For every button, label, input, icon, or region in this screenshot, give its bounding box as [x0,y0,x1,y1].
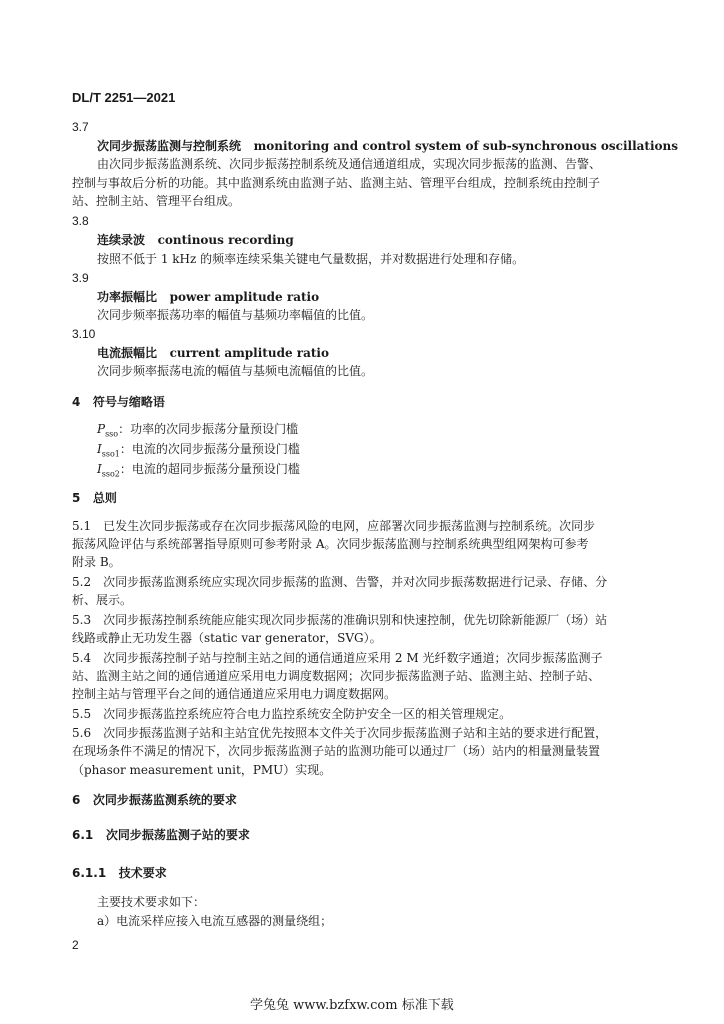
paragraph-line: 线路或静止无功发生器（static var generator，SVG）。 [72,631,382,645]
paragraph-line: 在现场条件不满足的情况下，次同步振荡监测子站的监测功能可以通过厂（场）站内的相量测量装置 [72,744,601,758]
paragraph-line: 主要技术要求如下： [97,895,206,909]
paragraph-line: （phasor measurement unit，PMU）实现。 [72,763,332,777]
subsection-heading: 6.1 次同步振荡监测子站的要求 [72,828,250,842]
paragraph-line: 次同步频率振荡功率的幅值与基频功率幅值的比值。 [97,308,374,322]
paragraph-line: 控制主站与管理平台之间的通信通道应采用电力调度数据网。 [72,687,397,701]
clause-number: 3.8 [72,214,89,228]
paragraph-line: 析、展示。 [72,593,133,607]
paragraph-line: 5.6 次同步振荡监测子站和主站宜优先按照本文件关于次同步振荡监测子站和主站的要求进行配置， [72,726,608,740]
subsection-heading: 6.1.1 技术要求 [72,866,167,880]
term-title: 功率振幅比 power amplitude ratio [97,290,320,304]
paragraph-line: 5.5 次同步振荡监控系统应符合电力监控系统安全防护安全一区的相关管理规定。 [72,707,512,721]
symbol-entry: $I_{sso1}$：电流的次同步振荡分量预设门槛 [97,442,300,459]
section-heading: 4 符号与缩略语 [72,395,165,409]
paragraph-line: 5.1 已发生次同步振荡或存在次同步振荡风险的电网，应部署次同步振荡监测与控制系统。次同步 [72,519,596,533]
section-heading: 6 次同步振荡监测系统的要求 [72,793,237,807]
paragraph-line: 按照不低于 1 kHz 的频率连续采集关键电气量数据，并对数据进行处理和存储。 [97,252,525,266]
term-title: 电流振幅比 current amplitude ratio [97,346,329,360]
section-heading: 5 总则 [72,491,117,505]
paragraph-line: 振荡风险评估与系统部署指导原则可参考附录 A。次同步振荡监测与控制系统典型组网架构可参考 [72,537,589,551]
site-footer: 学兔兔 www.bzfxw.com 标准下载 [250,998,454,1013]
page-number: 2 [72,938,79,952]
symbol-entry: $I_{sso2}$：电流的超同步振荡分量预设门槛 [97,462,300,479]
standard-number: DL/T 2251—2021 [72,90,176,105]
paragraph-line: 5.3 次同步振荡控制系统能应能实现次同步振荡的准确识别和快速控制，优先切除新能源厂（场）站 [72,613,608,627]
paragraph-line: 站、监测主站之间的通信通道应采用电力调度数据网；次同步振荡监测子站、监测主站、控制子站、 [72,669,601,683]
clause-number: 3.7 [72,120,89,134]
paragraph-line: 由次同步振荡监测系统、次同步振荡控制系统及通信通道组成，实现次同步振荡的监测、告警、 [97,157,602,171]
paragraph-line: 站、控制主站、管理平台组成。 [72,194,241,208]
symbol-entry: $P_{sso}$：功率的次同步振荡分量预设门槛 [97,422,299,439]
paragraph-line: 控制与事故后分析的功能。其中监测系统由监测子站、监测主站、管理平台组成，控制系统由控制子 [72,176,601,190]
paragraph-line: 附录 B。 [72,555,121,569]
paragraph-line: 5.4 次同步振荡控制子站与控制主站之间的通信通道应采用 2 M 光纤数字通道；次同步振荡监测子 [72,651,603,665]
paragraph-line: 5.2 次同步振荡监测系统应实现次同步振荡的监测、告警，并对次同步振荡数据进行记录、存储、分 [72,575,608,589]
term-title: 连续录波 continous recording [97,233,294,247]
list-item: a）电流采样应接入电流互感器的测量绕组； [97,914,333,928]
term-title: 次同步振荡监测与控制系统 monitoring and control system of sub-synchronous oscillations [97,139,679,153]
clause-number: 3.9 [72,271,89,285]
clause-number: 3.10 [72,327,96,341]
paragraph-line: 次同步频率振荡电流的幅值与基频电流幅值的比值。 [97,364,374,378]
